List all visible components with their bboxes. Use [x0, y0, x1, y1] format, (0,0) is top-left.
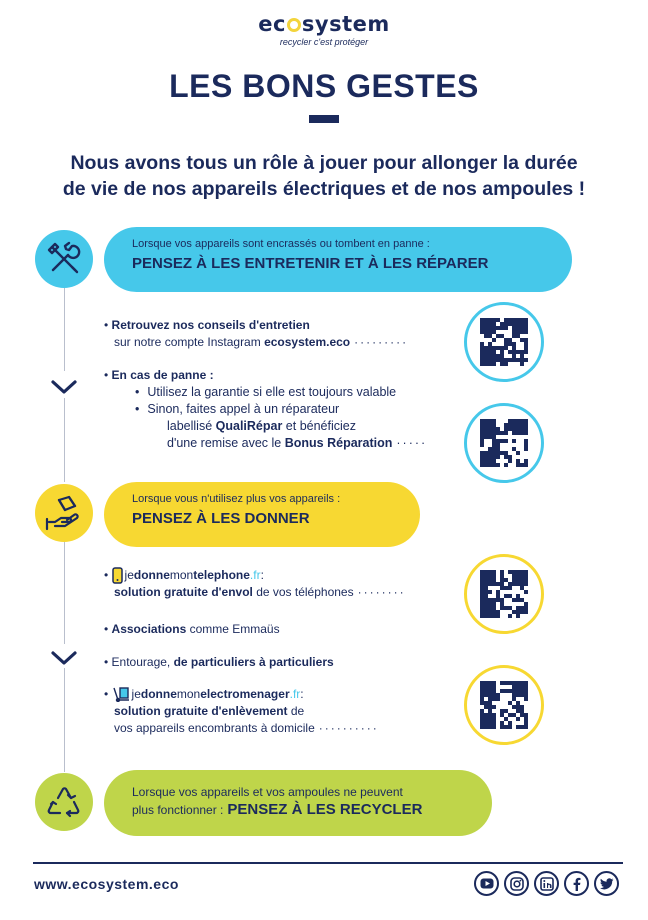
facebook-icon[interactable]	[564, 871, 589, 896]
phone-icon	[112, 567, 123, 584]
repair-bullet-panne: • En cas de panne :	[104, 368, 214, 382]
tools-icon	[35, 230, 93, 288]
donate-b3-text: Entourage,	[111, 655, 174, 669]
chevron-down-icon	[50, 649, 78, 667]
title-underline	[309, 115, 339, 123]
site-part: .fr	[249, 568, 261, 582]
donate-pill-intro: Lorsque vous n'utilisez plus vos appareils :	[132, 493, 341, 505]
instagram-icon[interactable]	[504, 871, 529, 896]
qr-code-bonus-reparation[interactable]	[464, 403, 544, 483]
repair-sub1-text: Utilisez la garantie si elle est toujours valable	[147, 385, 397, 399]
repair-b2-bold: En cas de panne :	[111, 368, 214, 382]
site-part: mon	[176, 687, 201, 701]
timeline-line	[64, 398, 65, 482]
colon: :	[300, 687, 304, 701]
donate-bullet-telephone: • jedonnemontelephone.fr : solution gratuite d'envol de vos téléphones ········	[104, 568, 406, 599]
repair-sub2-line2-post: et bénéficiez	[282, 419, 356, 433]
footer-divider	[33, 862, 623, 864]
donate-b2-bold: Associations	[111, 622, 187, 636]
qr-code-instagram[interactable]	[464, 302, 544, 382]
site-part: je	[124, 568, 134, 582]
repair-subbullet-reparateur: • Sinon, faites appel à un réparateur labellisé QualiRépar et bénéficiez d'une remise avec le Bonus Réparation ·····	[135, 402, 428, 450]
site-part: electromenager	[200, 687, 290, 701]
bonus-reparation-label: Bonus Réparation	[284, 436, 393, 450]
qr-code-icon	[480, 419, 528, 467]
youtube-icon[interactable]	[474, 871, 499, 896]
repair-sub2-line3-pre: d'une remise avec le	[167, 436, 285, 450]
donate-b3-bold: de particuliers à particuliers	[173, 655, 334, 669]
linkedin-icon[interactable]	[534, 871, 559, 896]
site-part: .fr	[289, 687, 301, 701]
recycle-icon	[35, 773, 93, 831]
donate-b4-text: de	[287, 704, 305, 718]
repair-b1-bold: Retrouvez nos conseils d'entretien	[111, 318, 310, 332]
page-title: LES BONS GESTES	[169, 68, 479, 104]
repair-subbullet-garantie: • Utilisez la garantie si elle est toujours valable	[135, 385, 397, 399]
repair-bullet-instagram: • Retrouvez nos conseils d'entretien sur notre compte Instagram ecosystem.eco ·········	[104, 318, 409, 349]
repair-pill-heading: PENSEZ À LES ENTRETENIR ET À LES RÉPARER	[132, 255, 489, 272]
recycle-pill	[104, 770, 492, 836]
twitter-icon[interactable]	[594, 871, 619, 896]
timeline-line	[64, 668, 65, 772]
qr-code-icon	[480, 318, 528, 366]
qualirepar-label: QualiRépar	[215, 419, 283, 433]
site-part: donne	[133, 568, 170, 582]
subtitle-line-1: Nous avons tous un rôle à jouer pour allonger la durée	[70, 152, 578, 174]
logo-tagline: recycler c'est protéger	[279, 37, 369, 47]
qr-code-jedonnemontelephone[interactable]	[464, 554, 544, 634]
recycle-pill-line2: plus fonctionner :	[132, 803, 224, 817]
timeline-line	[64, 540, 65, 644]
repair-b1-handle: ecosystem.eco	[264, 335, 351, 349]
qr-code-icon	[480, 681, 528, 729]
repair-sub2-line1: Sinon, faites appel à un réparateur	[147, 402, 340, 416]
page-subtitle	[20, 150, 628, 202]
site-part: donne	[140, 687, 177, 701]
donate-bullet-electromenager: • jedonnemonelectromenager.fr : solution gratuite d'enlèvement de vos appareils encombrants à domicile ··········	[104, 687, 379, 735]
repair-pill-intro: Lorsque vos appareils sont encrassés ou tombent en panne :	[132, 238, 430, 250]
qr-code-icon	[480, 570, 528, 618]
donate-b1-text: de vos téléphones	[252, 585, 354, 599]
donate-b4-bold: solution gratuite d'enlèvement	[114, 704, 288, 718]
qr-code-jedonnemonelectromenager[interactable]	[464, 665, 544, 745]
chevron-down-icon	[50, 378, 78, 396]
link-jedonnemonelectromenager[interactable]	[131, 686, 304, 703]
colon: :	[260, 568, 264, 582]
recycle-pill-line1: Lorsque vos appareils et vos ampoules ne peuvent	[132, 785, 403, 799]
donate-bullet-entourage: • Entourage, de particuliers à particuliers	[104, 655, 334, 669]
website-link[interactable]: www.ecosystem.eco	[34, 876, 179, 892]
subtitle-line-2: de vie de nos appareils électriques et de nos ampoules !	[62, 178, 586, 200]
site-part: telephone	[193, 568, 250, 582]
link-jedonnemontelephone[interactable]	[125, 567, 261, 584]
giving-hand-box-icon	[35, 484, 93, 542]
repair-pill	[104, 227, 572, 292]
donate-bullet-associations: • Associations comme Emmaüs	[104, 622, 280, 636]
donate-b2-text: comme Emmaüs	[186, 622, 280, 636]
repair-sub2-line2-pre: labellisé	[167, 419, 216, 433]
logo-wordmark: ec system	[258, 12, 390, 36]
donate-pill-heading: PENSEZ À LES DONNER	[132, 510, 310, 527]
site-part: je	[131, 687, 141, 701]
donate-b1-bold: solution gratuite d'envol	[114, 585, 253, 599]
recycle-pill-heading: PENSEZ À LES RECYCLER	[227, 801, 423, 818]
repair-b1-text: sur notre compte Instagram	[114, 335, 265, 349]
dolly-appliance-icon	[112, 687, 130, 702]
site-part: mon	[169, 568, 194, 582]
donate-pill	[104, 482, 420, 547]
logo	[0, 14, 648, 47]
timeline-line	[64, 287, 65, 371]
donate-b4-line3: vos appareils encombrants à domicile	[114, 721, 315, 735]
